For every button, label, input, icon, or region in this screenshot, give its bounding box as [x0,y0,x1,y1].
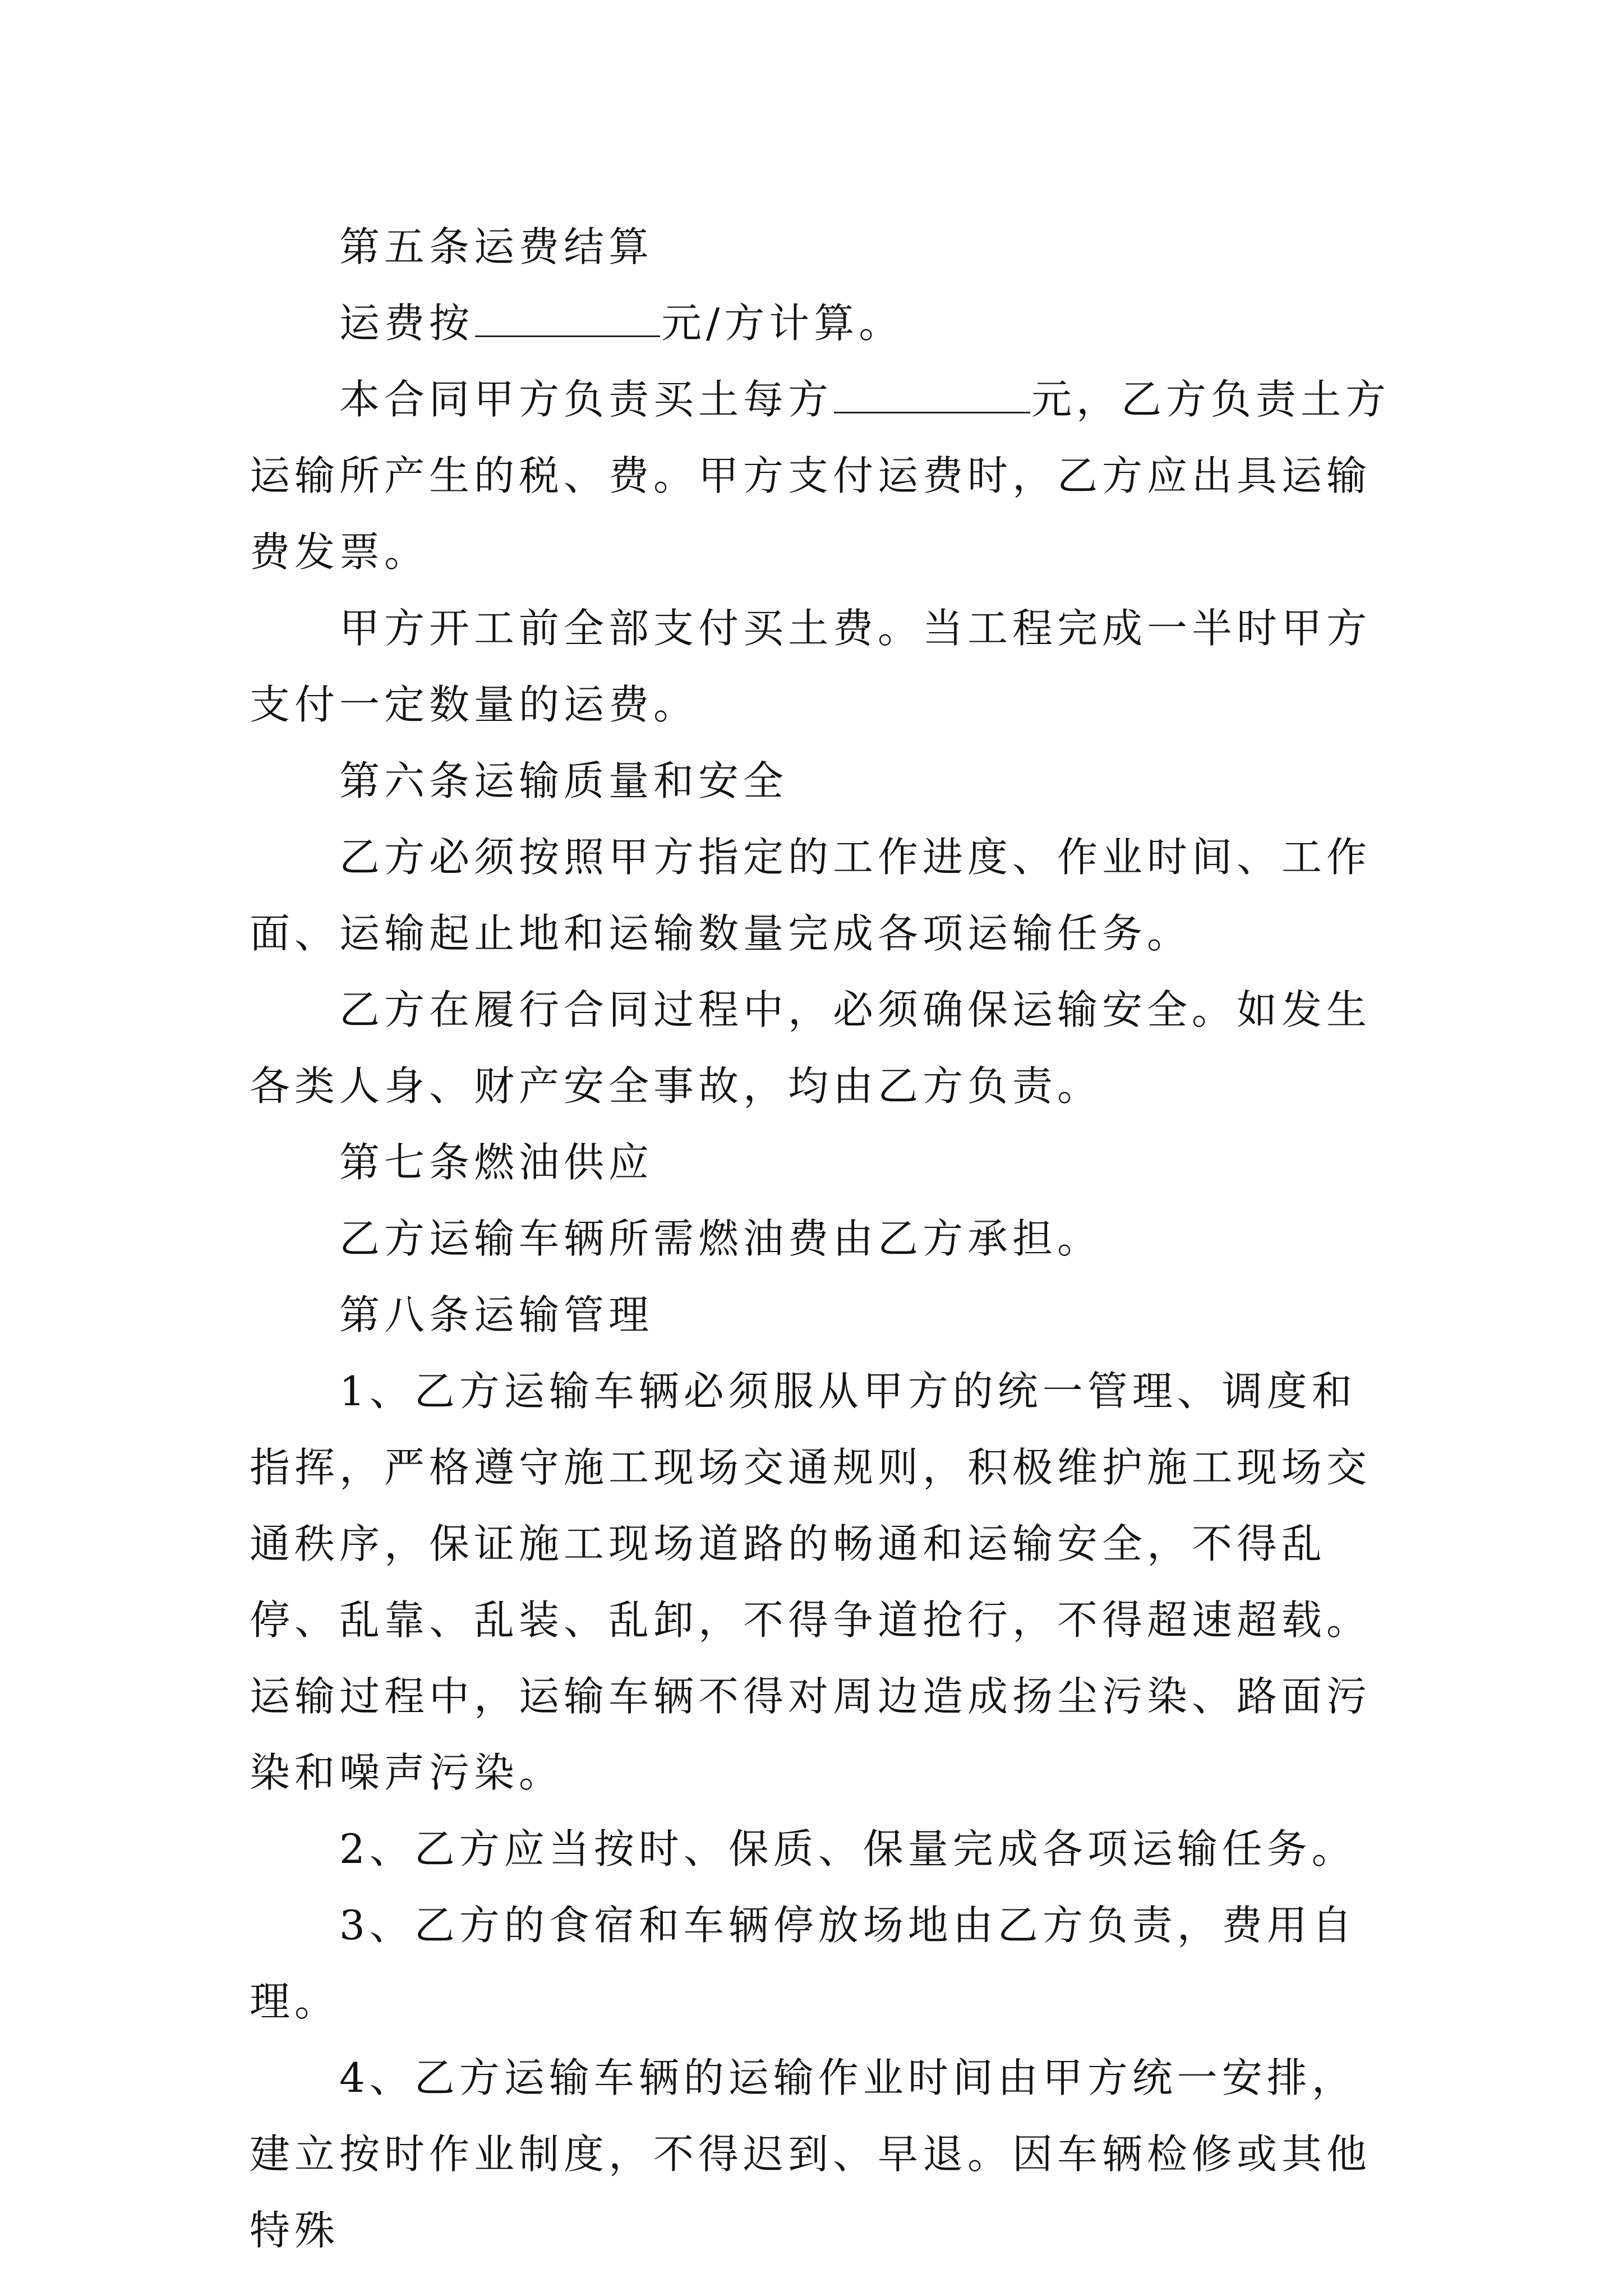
section-8-item-2: 2、乙方应当按时、保质、保量完成各项运输任务。 [339,1825,1357,1872]
section-7-paragraph-1: 乙方运输车辆所需燃油费由乙方承担。 [339,1215,1103,1262]
section-5-title: 第五条运费结算 [339,223,654,270]
section-5-paragraph-3: 甲方开工前全部支付买土费。当工程完成一半时甲方支付一定数量的运费。 [250,605,1372,728]
soil-price-paragraph [250,361,1394,590]
freight-rate-suffix: 元/方计算。 [661,300,904,347]
section-8-item-1: 1、乙方运输车辆必须服从甲方的统一管理、调度和指挥，严格遵守施工现场交通规则，积极维护施工现场交通秩序，保证施工现场道路的畅通和运输安全，不得乱停、乱靠、乱装、乱卸，不得争道抢行，不得超速超载。运输过程中，运输车辆不得对周边造成扬尘污染、路面污染和噪声污染。 [250,1368,1372,1796]
freight-rate-prefix: 运费按 [339,300,474,347]
section-8-title: 第八条运输管理 [339,1291,654,1338]
freight-rate-line [250,285,1394,361]
section-8-item-4: 4、乙方运输车辆的运输作业时间由甲方统一安排，建立按时作业制度，不得迟到、早退。因车辆检修或其他特殊 [250,2054,1372,2254]
soil-price-blank[interactable] [834,378,1030,413]
section-6-paragraph-1: 乙方必须按照甲方指定的工作进度、作业时间、工作面、运输起止地和运输数量完成各项运输任务。 [250,834,1372,957]
document-body [250,209,1394,2269]
section-6-paragraph-2: 乙方在履行合同过程中，必须确保运输安全。如发生各类人身、财产安全事故，均由乙方负责。 [250,986,1372,1110]
soil-price-prefix: 本合同甲方负责买土每方 [339,376,833,423]
section-8-item-3: 3、乙方的食宿和车辆停放场地由乙方负责，费用自理。 [250,1902,1357,2025]
soil-price-suffix: 元，乙方负责土方运输所产生的税、费。甲方支付运费时，乙方应出具运输费发票。 [250,376,1391,576]
freight-rate-blank[interactable] [475,302,660,337]
section-7-title: 第七条燃油供应 [339,1139,654,1186]
section-6-title: 第六条运输质量和安全 [339,757,789,804]
